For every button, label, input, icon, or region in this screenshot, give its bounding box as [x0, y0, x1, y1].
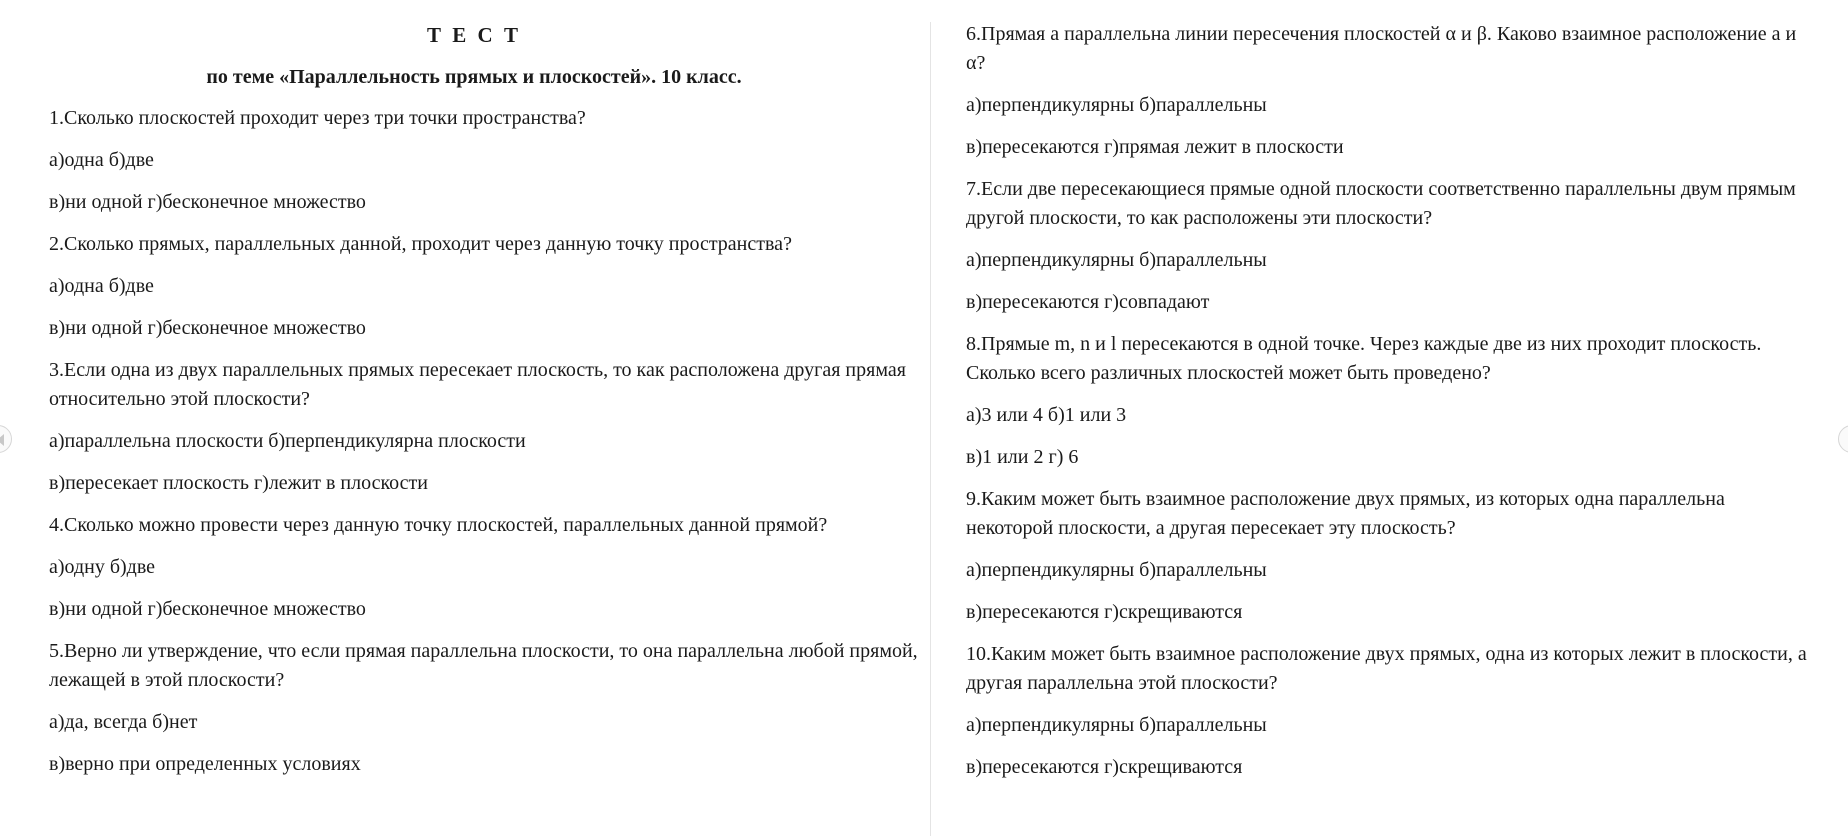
question-3-options-cd: в)пересекает плоскость г)лежит в плоскости	[49, 472, 428, 494]
question-10-options-cd: в)пересекаются г)скрещиваются	[966, 756, 1243, 778]
question-10-options-ab: а)перпендикулярны б)параллельны	[966, 714, 1267, 736]
question-5-options-ab: а)да, всегда б)нет	[49, 711, 198, 733]
question-8-options-ab: а)3 или 4 б)1 или 3	[966, 404, 1127, 426]
question-3: 3.Если одна из двух параллельных прямых пересекает плоскость, то как расположена другая прямая относительно этой плоскости?	[49, 359, 906, 410]
question-9-options-cd: в)пересекаются г)скрещиваются	[966, 601, 1243, 623]
question-4-options-cd: в)ни одной г)бесконечное множество	[49, 598, 366, 620]
question-2-options-ab: а)одна б)две	[49, 275, 154, 297]
question-9-options-ab: а)перпендикулярны б)параллельны	[966, 559, 1267, 581]
question-6-options-cd: в)пересекаются г)прямая лежит в плоскости	[966, 136, 1344, 158]
question-6-options-ab: а)перпендикулярны б)параллельны	[966, 94, 1267, 116]
column-divider	[930, 22, 931, 836]
left-column	[49, 20, 919, 792]
question-1: 1.Сколько плоскостей проходит через три точки пространства?	[49, 107, 586, 129]
question-2-options-cd: в)ни одной г)бесконечное множество	[49, 317, 366, 339]
question-7: 7.Если две пересекающиеся прямые одной плоскости соответственно параллельны двум прямым другой плоскости, то как расположены эти плоскости?	[966, 178, 1796, 229]
right-column	[966, 20, 1816, 795]
question-7-options-ab: а)перпендикулярны б)параллельны	[966, 249, 1267, 271]
question-10: 10.Каким может быть взаимное расположение двух прямых, одна из которых лежит в плоскости, а другая параллельна этой плоскости?	[966, 643, 1807, 694]
question-2: 2.Сколько прямых, параллельных данной, проходит через данную точку пространства?	[49, 233, 792, 255]
next-page-arrow-icon[interactable]	[1838, 425, 1848, 453]
question-7-options-cd: в)пересекаются г)совпадают	[966, 291, 1210, 313]
question-8-options-cd: в)1 или 2 г) 6	[966, 446, 1079, 468]
test-subtitle: по теме «Параллельность прямых и плоскостей». 10 класс.	[206, 66, 742, 88]
question-4: 4.Сколько можно провести через данную точку плоскостей, параллельных данной прямой?	[49, 514, 828, 536]
test-title: Т Е С Т	[427, 23, 521, 47]
question-1-options-ab: а)одна б)две	[49, 149, 154, 171]
previous-page-arrow-icon[interactable]	[0, 425, 12, 453]
question-6: 6.Прямая а параллельна линии пересечения плоскостей α и β. Каково взаимное расположение а и α?	[966, 23, 1797, 74]
question-8: 8.Прямые m, n и l пересекаются в одной точке. Через каждые две из них проходит плоскость. Сколько всего различных плоскостей может быть проведено?	[966, 333, 1762, 384]
question-5-options-c: в)верно при определенных условиях	[49, 753, 361, 775]
question-1-options-cd: в)ни одной г)бесконечное множество	[49, 191, 366, 213]
question-5: 5.Верно ли утверждение, что если прямая параллельна плоскости, то она параллельна любой прямой, лежащей в этой плоскости?	[49, 640, 918, 691]
question-4-options-ab: а)одну б)две	[49, 556, 156, 578]
question-9: 9.Каким может быть взаимное расположение двух прямых, из которых одна параллельна некоторой плоскости, а другая пересекает эту плоскость?	[966, 488, 1725, 539]
question-3-options-ab: а)параллельна плоскости б)перпендикулярна плоскости	[49, 430, 526, 452]
